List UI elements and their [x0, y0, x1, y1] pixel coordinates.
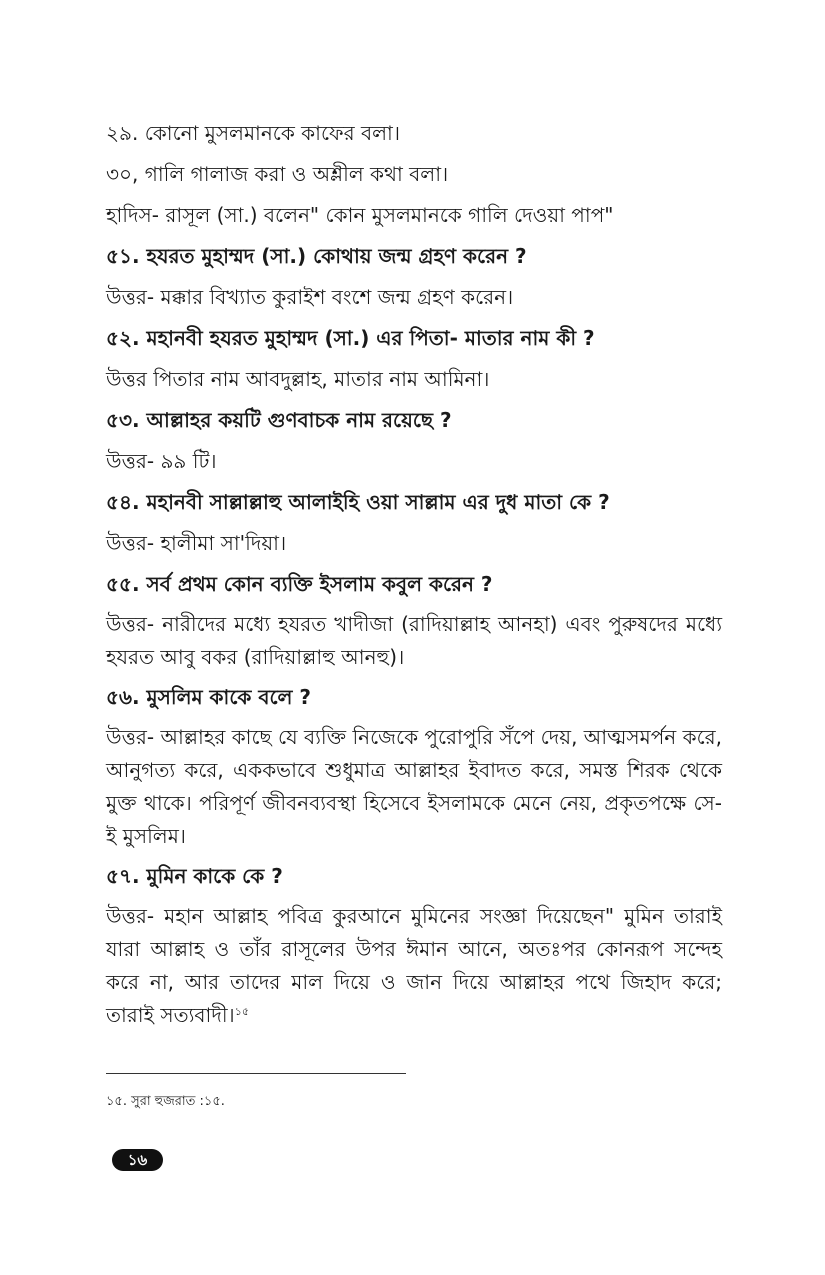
answer-51: উত্তর- মক্কার বিখ্যাত কুরাইশ বংশে জন্ম গ্রহণ করেন।: [106, 285, 514, 309]
question-57: ৫৭. মুমিন কাকে কে ?: [106, 864, 283, 888]
question-53: ৫৩. আল্লাহর কয়টি গুণবাচক নাম রয়েছে ?: [106, 408, 452, 432]
footnote: ১৫. সুরা হুজরাত :১৫.: [106, 1094, 225, 1109]
question-55: ৫৫. সর্ব প্রথম কোন ব্যক্তি ইসলাম কবুল করেন ?: [106, 572, 493, 596]
answer-55: উত্তর- নারীদের মধ্যে হযরত খাদীজা (রাদিয়াল্লাহ আনহা) এবং পুরুষদের মধ্যে হযরত আবু বকর (রাদিয়াল্লাহু আনহু)।: [106, 612, 722, 669]
hadith-text: হাদিস- রাসূল (সা.) বলেন" কোন মুসলমানকে গালি দেওয়া পাপ": [106, 203, 614, 227]
list-item-29: ২৯. কোনো মুসলমানকে কাফের বলা।: [106, 121, 400, 145]
answer-56: উত্তর- আল্লাহর কাছে যে ব্যক্তি নিজেকে পুরোপুরি সঁপে দেয়, আত্মসমর্পন করে, আনুগত্য করে, এককভাবে শুধুমাত্র আল্লাহর ইবাদত করে, সমস্ত শিরক থেকে মুক্ত থাকে। পরিপূর্ণ জীবনব্যবস্থা হিসেবে ইসলামকে মেনে নেয়, প্রকৃতপক্ষে সে-ই মুসলিম।: [106, 725, 722, 848]
list-item-30: ৩০, গালি গালাজ করা ও অশ্লীল কথা বলা।: [106, 162, 449, 186]
question-51: ৫১. হযরত মুহাম্মদ (সা.) কোথায় জন্ম গ্রহণ করেন ?: [106, 244, 527, 268]
page-number-badge: ১৬: [112, 1149, 163, 1171]
question-56: ৫৬. মুসলিম কাকে বলে ?: [106, 685, 311, 709]
answer-57: [106, 900, 722, 1032]
question-52: ৫২. মহানবী হযরত মুহাম্মদ (সা.) এর পিতা- মাতার নাম কী ?: [106, 326, 595, 350]
footnote-reference: ১৫: [234, 1005, 249, 1018]
question-54: ৫৪. মহানবী সাল্লাল্লাহু আলাইহি ওয়া সাল্লাম এর দুধ মাতা কে ?: [106, 490, 610, 514]
answer-53: উত্তর- ৯৯ টি।: [106, 449, 217, 473]
footnote-divider: [106, 1073, 406, 1074]
answer-52: উত্তর পিতার নাম আবদুল্লাহ, মাতার নাম আমিনা।: [106, 367, 490, 391]
page-body: [106, 116, 722, 1038]
answer-57-text: উত্তর- মহান আল্লাহ পবিত্র কুরআনে মুমিনের সংজ্ঞা দিয়েছেন" মুমিন তারাই যারা আল্লাহ ও তাঁর রাসূলের উপর ঈমান আনে, অতঃপর কোনরূপ সন্দেহ করে না, আর তাদের মাল দিয়ে ও জান দিয়ে আল্লাহর পথে জিহাদ করে; তারাই সত্যবাদী।: [106, 904, 722, 1027]
answer-54: উত্তর- হালীমা সা'দিয়া।: [106, 531, 287, 555]
